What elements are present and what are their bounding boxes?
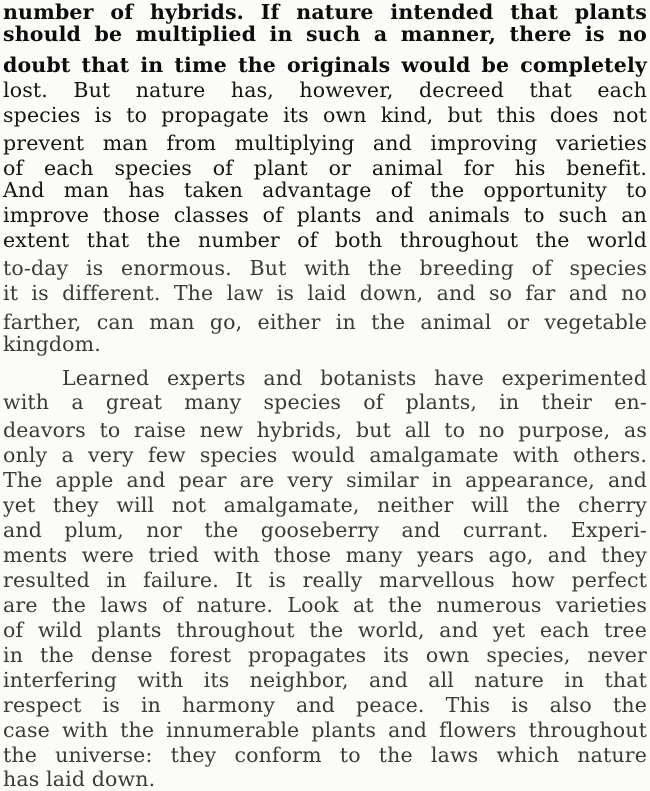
text-line-26: in the dense forest propagates its own species, never <box>3 643 647 667</box>
text-line-14: kingdom. <box>3 332 101 356</box>
text-line-2: should be multiplied in such a manner, there is no <box>3 22 647 46</box>
text-line-28: respect is in harmony and peace. This is also the <box>3 693 647 717</box>
text-line-10: extent that the number of both throughout the world <box>3 228 647 252</box>
text-line-8: And man has taken advantage of the opportunity to <box>3 178 647 202</box>
text-line-25: of wild plants throughout the world, and yet each tree <box>3 618 647 642</box>
text-line-30: the universe: they conform to the laws which nature <box>3 743 647 767</box>
text-line-4: lost. But nature has, however, decreed that each <box>3 78 647 102</box>
text-line-19: The apple and pear are very similar in appearance, and <box>3 468 647 492</box>
text-line-29: case with the innumerable plants and flowers throughout <box>3 718 647 742</box>
text-line-22: ments were tried with those many years ago, and they <box>3 543 647 567</box>
text-line-11: to-day is enormous. But with the breeding of species <box>3 256 647 280</box>
text-line-12: it is different. The law is laid down, and so far and no <box>3 281 647 305</box>
text-line-7: of each species of plant or animal for his benefit. <box>3 156 647 180</box>
text-line-18: only a very few species would amalgamate with others. <box>3 443 647 467</box>
text-line-9: improve those classes of plants and animals to such an <box>3 203 647 227</box>
text-line-1: number of hybrids. If nature intended that plants <box>3 0 647 24</box>
text-line-24: are the laws of nature. Look at the numerous varieties <box>3 593 647 617</box>
text-line-23: resulted in failure. It is really marvellous how perfect <box>3 568 647 592</box>
text-line-3: doubt that in time the originals would be completely <box>3 53 647 77</box>
text-line-5: species is to propagate its own kind, but this does not <box>3 103 647 127</box>
text-line-6: prevent man from multiplying and improving varieties <box>3 131 647 155</box>
text-line-13: farther, can man go, either in the animal or vegetable <box>3 310 647 334</box>
text-line-17: deavors to raise new hybrids, but all to no purpose, as <box>3 418 647 442</box>
text-line-31: has laid down. <box>3 767 156 791</box>
text-line-21: and plum, nor the gooseberry and currant. Experi- <box>3 518 647 542</box>
text-line-20: yet they will not amalgamate, neither will the cherry <box>3 493 647 517</box>
text-line-15: Learned experts and botanists have experimented <box>62 366 647 390</box>
text-line-16: with a great many species of plants, in their en- <box>3 390 647 414</box>
text-line-27: interfering with its neighbor, and all nature in that <box>3 668 647 692</box>
